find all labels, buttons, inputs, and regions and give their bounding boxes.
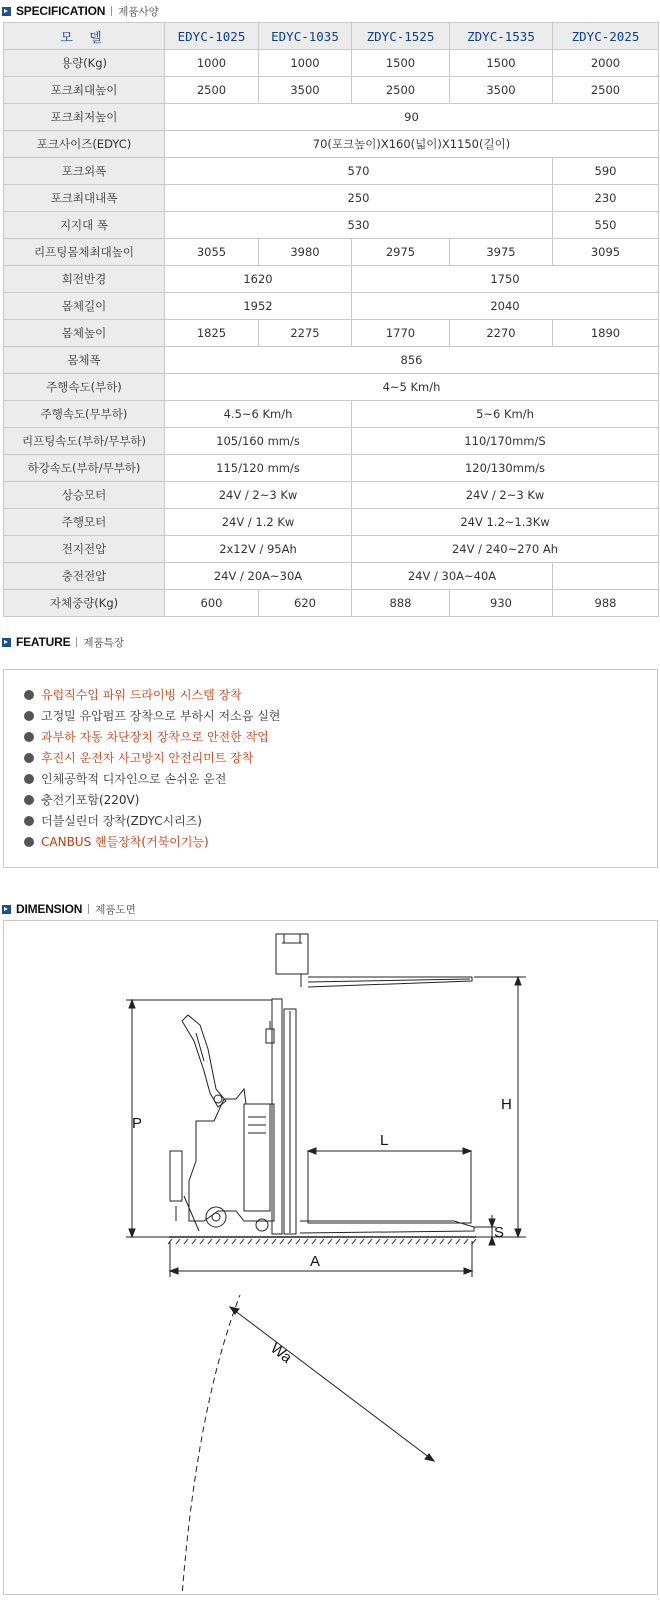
- spec-cell: 620: [259, 590, 352, 617]
- spec-cell: 115/120 mm/s: [165, 455, 352, 482]
- spec-row-label: 포크최저높이: [4, 104, 165, 131]
- spec-cell: 24V / 1.2 Kw: [165, 509, 352, 536]
- section-title-en: FEATURE: [16, 635, 71, 649]
- spec-row-label: 용량(Kg): [4, 50, 165, 77]
- dim-label-A: A: [310, 1253, 321, 1270]
- spec-cell: 230: [553, 185, 659, 212]
- spec-cell: 988: [553, 590, 659, 617]
- ground-line: [168, 1237, 476, 1244]
- spec-cell: 24V / 240~270 Ah: [352, 536, 659, 563]
- model-name: ZDYC-2025: [553, 23, 659, 50]
- dim-L-line: [308, 1148, 471, 1154]
- feature-text: 충전기포함(220V): [41, 793, 140, 807]
- model-name: EDYC-1025: [165, 23, 259, 50]
- feature-item: [24, 789, 657, 810]
- dim-label-L: L: [380, 1132, 389, 1149]
- spec-row-label: 주행속도(무부하): [4, 401, 165, 428]
- spec-row: [4, 455, 659, 482]
- spec-cell: 856: [165, 347, 659, 374]
- model-name: ZDYC-1535: [450, 23, 553, 50]
- section-divider: [88, 904, 89, 914]
- feature-item: [24, 684, 657, 705]
- section-title-ko: 제품사양: [118, 5, 159, 18]
- section-arrow-icon: [2, 905, 11, 914]
- spec-row-label: 회전반경: [4, 266, 165, 293]
- section-title-ko: 제품도면: [95, 903, 136, 916]
- spec-cell: 250: [165, 185, 553, 212]
- spec-row: [4, 320, 659, 347]
- spec-cell: 1000: [259, 50, 352, 77]
- model-header-label: 모 델: [4, 23, 165, 50]
- feature-text: CANBUS 핸들장착(거북이기능): [41, 835, 209, 849]
- spec-cell: 24V / 20A~30A: [165, 563, 352, 590]
- bullet-icon: [24, 837, 34, 847]
- dim-H-line: [474, 977, 526, 1237]
- spec-row: [4, 131, 659, 158]
- spec-row-label: 몸체높이: [4, 320, 165, 347]
- spec-row-label: 충전전압: [4, 563, 165, 590]
- section-arrow-icon: [2, 638, 11, 647]
- spec-cell: 2000: [553, 50, 659, 77]
- feature-item: [24, 768, 657, 789]
- spec-row: [4, 428, 659, 455]
- spec-cell: 70(포크높이)X160(넓이)X1150(길이): [165, 131, 659, 158]
- spec-row-label: 상승모터: [4, 482, 165, 509]
- spec-row-label: 몸체폭: [4, 347, 165, 374]
- dimension-drawing: [4, 921, 657, 1594]
- spec-row: [4, 158, 659, 185]
- specification-header: [0, 0, 660, 22]
- spec-cell: 3500: [450, 77, 553, 104]
- section-title-ko: 제품특장: [83, 636, 124, 649]
- spec-cell: 120/130mm/s: [352, 455, 659, 482]
- spec-header-row: [4, 23, 659, 50]
- section-divider: [76, 637, 77, 647]
- spec-row: [4, 536, 659, 563]
- spec-cell: 24V / 2~3 Kw: [165, 482, 352, 509]
- spec-cell: [553, 563, 659, 590]
- dim-label-S: S: [494, 1224, 505, 1241]
- spec-row-label: 포크외폭: [4, 158, 165, 185]
- feature-text: 후진시 운전자 사고방지 안전리미트 장착: [41, 751, 254, 765]
- spec-cell: 600: [165, 590, 259, 617]
- spec-row: [4, 401, 659, 428]
- dim-S-line: [474, 1215, 496, 1245]
- spec-cell: 3980: [259, 239, 352, 266]
- section-title-en: SPECIFICATION: [16, 4, 106, 18]
- dim-label-H: H: [501, 1096, 512, 1113]
- spec-cell: 3095: [553, 239, 659, 266]
- feature-text: 인체공학적 디자인으로 손쉬운 운전: [41, 772, 227, 786]
- spec-cell: 110/170mm/S: [352, 428, 659, 455]
- spec-cell: 930: [450, 590, 553, 617]
- feature-text: 더블실린더 장착(ZDYC시리즈): [41, 814, 202, 828]
- spec-row: [4, 266, 659, 293]
- section-arrow-icon: [2, 7, 11, 16]
- feature-item: [24, 831, 657, 852]
- bullet-icon: [24, 732, 34, 742]
- spec-cell: 1890: [553, 320, 659, 347]
- body-drawing: [170, 1089, 274, 1231]
- spec-cell: 2270: [450, 320, 553, 347]
- spec-row-label: 지지대 폭: [4, 212, 165, 239]
- spec-cell: 4~5 Km/h: [165, 374, 659, 401]
- feature-text: 고정밀 유압펌프 장착으로 부하시 저소음 실현: [41, 709, 281, 723]
- spec-row: [4, 50, 659, 77]
- spec-cell: 1000: [165, 50, 259, 77]
- dim-P-line: [126, 1000, 272, 1237]
- dim-label-P: P: [132, 1115, 143, 1132]
- spec-cell: 2500: [553, 77, 659, 104]
- spec-cell: 24V / 2~3 Kw: [352, 482, 659, 509]
- spec-cell: 3975: [450, 239, 553, 266]
- spec-cell: 1500: [352, 50, 450, 77]
- bullet-icon: [24, 711, 34, 721]
- spec-cell: 590: [553, 158, 659, 185]
- spec-cell: 570: [165, 158, 553, 185]
- spec-cell: 1750: [352, 266, 659, 293]
- dim-label-Wa: Wa: [267, 1339, 295, 1367]
- lowered-fork-drawing: [300, 1151, 474, 1233]
- spec-cell: 4.5~6 Km/h: [165, 401, 352, 428]
- spec-row: [4, 509, 659, 536]
- spec-row-label: 주행속도(부하): [4, 374, 165, 401]
- spec-cell: 24V 1.2~1.3Kw: [352, 509, 659, 536]
- feature-text: 과부하 자동 차단장치 장착으로 안전한 작업: [41, 730, 269, 744]
- spec-row: [4, 347, 659, 374]
- feature-text: 유럽직수입 파워 드라이빙 시스템 장착: [41, 688, 242, 702]
- feature-list: [24, 684, 657, 852]
- feature-header: [0, 631, 660, 653]
- spec-cell: 1825: [165, 320, 259, 347]
- spec-row: [4, 104, 659, 131]
- spec-table: [3, 22, 659, 617]
- model-name: EDYC-1035: [259, 23, 352, 50]
- model-name: ZDYC-1525: [352, 23, 450, 50]
- raised-fork-drawing: [276, 934, 472, 987]
- spec-row-label: 하강속도(부하/무부하): [4, 455, 165, 482]
- spec-row: [4, 77, 659, 104]
- spec-cell: 1500: [450, 50, 553, 77]
- spec-cell: 1620: [165, 266, 352, 293]
- feature-item: [24, 747, 657, 768]
- spec-row-label: 리프팅속도(부하/무부하): [4, 428, 165, 455]
- bullet-icon: [24, 774, 34, 784]
- section-divider: [111, 6, 112, 16]
- dim-A-line: [170, 1241, 472, 1277]
- spec-row: [4, 212, 659, 239]
- spec-cell: 1952: [165, 293, 352, 320]
- spec-cell: 2x12V / 95Ah: [165, 536, 352, 563]
- spec-cell: 5~6 Km/h: [352, 401, 659, 428]
- spec-row: [4, 239, 659, 266]
- feature-box: [3, 669, 658, 868]
- feature-item: [24, 705, 657, 726]
- bullet-icon: [24, 690, 34, 700]
- spec-row: [4, 563, 659, 590]
- spec-cell: 2275: [259, 320, 352, 347]
- spec-row-label: 리프팅몸체최대높이: [4, 239, 165, 266]
- spec-cell: 2975: [352, 239, 450, 266]
- spec-cell: 2500: [352, 77, 450, 104]
- spec-row-label: 자체중량(Kg): [4, 590, 165, 617]
- dimension-header: [0, 898, 660, 920]
- spec-row-label: 포크최대내폭: [4, 185, 165, 212]
- spec-cell: 1770: [352, 320, 450, 347]
- spec-cell: 888: [352, 590, 450, 617]
- spec-cell: 3500: [259, 77, 352, 104]
- spec-row-label: 포크사이즈(EDYC): [4, 131, 165, 158]
- spec-cell: 2040: [352, 293, 659, 320]
- spec-cell: 90: [165, 104, 659, 131]
- spec-cell: 2500: [165, 77, 259, 104]
- spec-cell: 530: [165, 212, 553, 239]
- spec-cell: 550: [553, 212, 659, 239]
- spec-cell: 105/160 mm/s: [165, 428, 352, 455]
- spec-row-label: 주행모터: [4, 509, 165, 536]
- bullet-icon: [24, 816, 34, 826]
- spec-row-label: 몸체길이: [4, 293, 165, 320]
- section-title-en: DIMENSION: [16, 902, 83, 916]
- feature-item: [24, 726, 657, 747]
- spec-cell: 24V / 30A~40A: [352, 563, 553, 590]
- tiller-handle-drawing: [182, 1015, 226, 1107]
- spec-row-label: 전지전압: [4, 536, 165, 563]
- turning-arc: [176, 1295, 434, 1594]
- bullet-icon: [24, 795, 34, 805]
- spec-row: [4, 590, 659, 617]
- spec-row: [4, 482, 659, 509]
- spec-row: [4, 374, 659, 401]
- spec-row: [4, 293, 659, 320]
- spec-cell: 3055: [165, 239, 259, 266]
- spec-row: [4, 185, 659, 212]
- dimension-box: [3, 920, 658, 1595]
- spec-row-label: 포크최대높이: [4, 77, 165, 104]
- bullet-icon: [24, 753, 34, 763]
- feature-item: [24, 810, 657, 831]
